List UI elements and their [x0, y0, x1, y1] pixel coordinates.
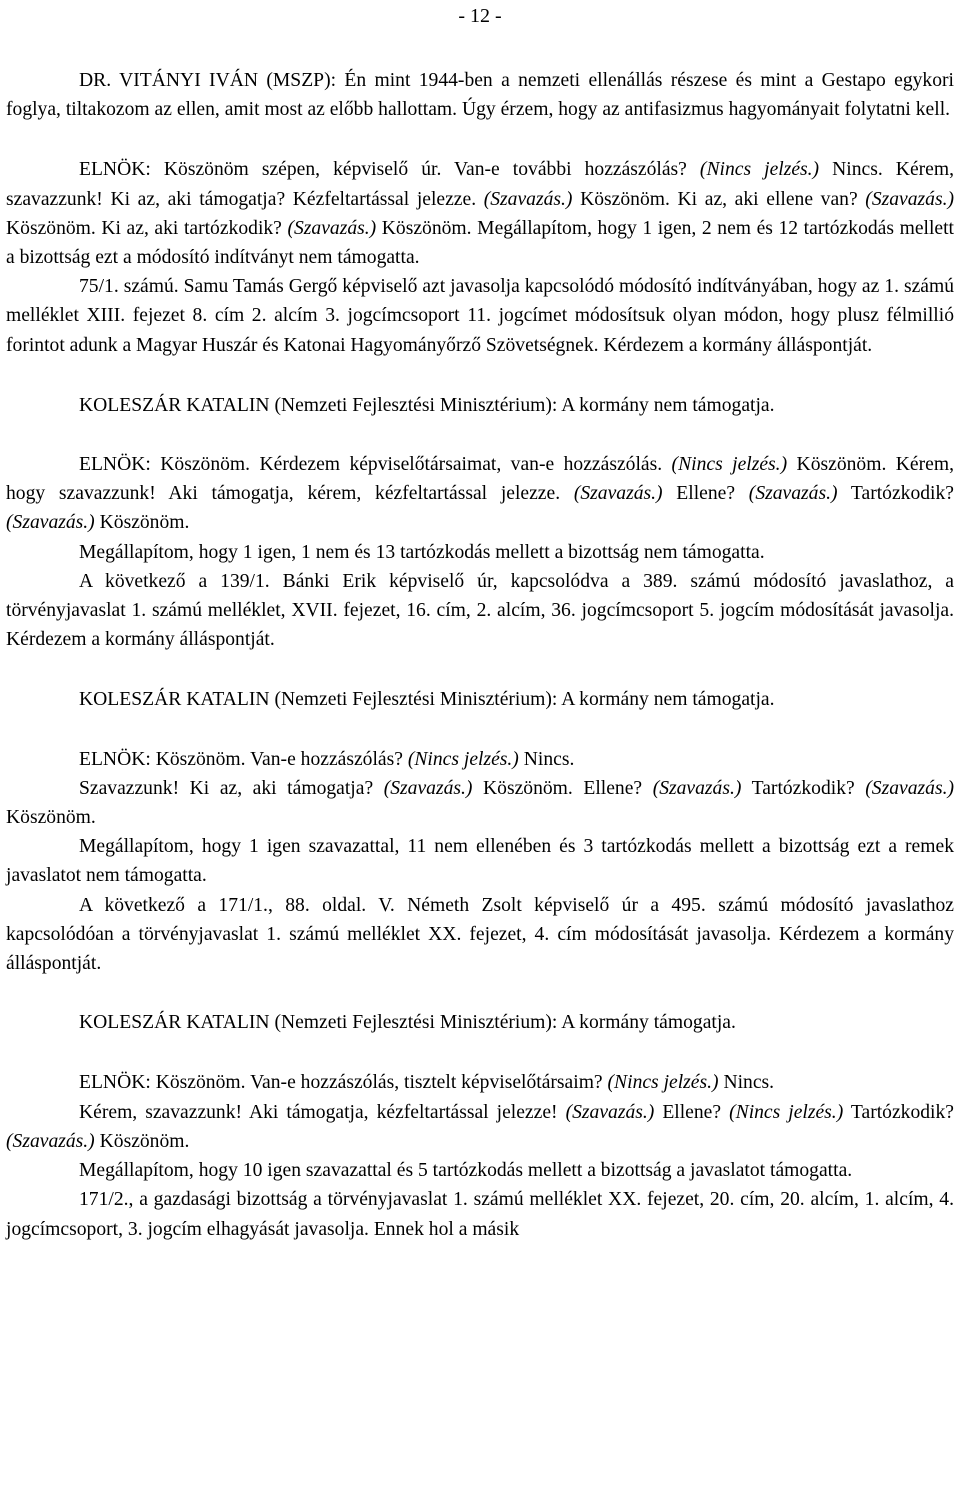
- procedural-note: (Szavazás.): [865, 777, 954, 799]
- text-run: Köszönöm. Megállapítom, hogy 1 igen, 2 nem és 12 tartózkodás mellett a bizottság ezt a módosító indítványt nem támogatta.: [6, 217, 954, 269]
- text-run: 75/1. számú. Samu Tamás Gergő képviselő azt javasolja kapcsolódó módosító indítványában, hogy az 1. számú melléklet XIII. fejezet 8. cím 2. alcím 3. jogcímcsoport 11. jogcímet módosítsuk olyan módon, hogy plusz félmillió forintot adunk a Magyar Huszár és Katonai Hagyományőrző Szövetségnek. Kérdezem a kormány álláspontját.: [6, 276, 954, 356]
- text-run: Köszönöm.: [94, 512, 190, 534]
- document-body: [6, 66, 954, 1244]
- page-number: - 12 -: [458, 5, 502, 27]
- text-run: ELNÖK: Köszönöm szépen, képviselő úr. Van-e további hozzászólás?: [79, 159, 700, 181]
- paragraph: [6, 1068, 954, 1097]
- procedural-note: (Szavazás.): [565, 1101, 655, 1123]
- text-run: DR. VITÁNYI IVÁN (MSZP): Én mint 1944-ben a nemzeti ellenállás részese és mint a Gestapo egykori foglya, tiltakozom az ellen, amit most az előbb hallottam. Úgy érzem, hogy az antifasizmus hagyományait folytatni kell.: [6, 70, 954, 121]
- procedural-note: (Szavazás.): [652, 777, 742, 799]
- text-run: KOLESZÁR KATALIN (Nemzeti Fejlesztési Minisztérium): A kormány nem támogatja.: [79, 394, 775, 416]
- text-run: Tartózkodik?: [837, 483, 954, 505]
- procedural-note: (Nincs jelzés.): [699, 159, 820, 181]
- paragraph: [6, 1098, 954, 1156]
- text-run: Nincs. Kérem, szavazzunk! Ki az, aki támogatja? Kézfeltartással jelezze.: [6, 159, 955, 210]
- paragraph: [6, 685, 954, 714]
- text-run: Ellene?: [654, 1101, 730, 1123]
- paragraph: [6, 774, 954, 832]
- text-run: 171/2., a gazdasági bizottság a törvényjavaslat 1. számú melléklet XX. fejezet, 20. cím, 20. alcím, 1. alcím, 4. jogcímcsoport, 3. jogcím elhagyását javasolja. Ennek hol a másik: [6, 1189, 954, 1240]
- text-run: Köszönöm. Kérem, hogy szavazzunk! Aki támogatja, kérem, kézfeltartással jelezze.: [6, 454, 954, 505]
- paragraph: [6, 391, 954, 420]
- text-run: Megállapítom, hogy 1 igen, 1 nem és 13 tartózkodás mellett a bizottság nem támogatta.: [79, 541, 765, 563]
- paragraph: [6, 745, 954, 774]
- procedural-note: (Szavazás.): [6, 1130, 95, 1152]
- text-run: Köszönöm.: [94, 1130, 190, 1152]
- text-run: KOLESZÁR KATALIN (Nemzeti Fejlesztési Minisztérium): A kormány nem támogatja.: [79, 689, 775, 711]
- procedural-note: (Nincs jelzés.): [671, 454, 788, 476]
- text-run: Megállapítom, hogy 10 igen szavazattal és 5 tartózkodás mellett a bizottság a javaslatot támogatta.: [79, 1160, 853, 1182]
- text-run: Köszönöm. Ki az, aki tartózkodik?: [6, 217, 288, 239]
- procedural-note: (Nincs jelzés.): [607, 1072, 719, 1094]
- procedural-note: (Szavazás.): [483, 188, 573, 210]
- paragraph: [6, 832, 954, 890]
- text-run: Tartózkodik?: [741, 777, 866, 799]
- text-run: ELNÖK: Köszönöm. Van-e hozzászólás, tisztelt képviselőtársaim?: [79, 1072, 608, 1094]
- paragraph: [6, 567, 954, 655]
- text-run: KOLESZÁR KATALIN (Nemzeti Fejlesztési Minisztérium): A kormány támogatja.: [79, 1012, 736, 1034]
- paragraph: [6, 272, 954, 360]
- procedural-note: (Szavazás.): [383, 777, 473, 799]
- paragraph: [6, 155, 954, 272]
- procedural-note: (Szavazás.): [865, 188, 955, 210]
- paragraph: [6, 450, 954, 538]
- text-run: Kérem, szavazzunk! Aki támogatja, kézfeltartással jelezze!: [79, 1101, 566, 1123]
- procedural-note: (Nincs jelzés.): [729, 1101, 844, 1123]
- procedural-note: (Szavazás.): [573, 483, 663, 505]
- text-run: Köszönöm.: [6, 807, 96, 829]
- procedural-note: (Szavazás.): [748, 483, 838, 505]
- text-run: Szavazzunk! Ki az, aki támogatja?: [79, 777, 384, 799]
- paragraph: [6, 66, 954, 124]
- text-run: Nincs.: [718, 1072, 775, 1094]
- paragraph: [6, 538, 954, 567]
- text-run: A következő a 171/1., 88. oldal. V. Németh Zsolt képviselő úr a 495. számú módosító javaslathoz kapcsolódóan a törvényjavaslat 1. számú melléklet XX. fejezet, 4. cím módosítását javasolja. Kérdezem a kormány álláspontját.: [6, 894, 954, 975]
- paragraph: [6, 1185, 954, 1243]
- procedural-note: (Nincs jelzés.): [407, 748, 519, 770]
- paragraph: [6, 1008, 954, 1037]
- procedural-note: (Szavazás.): [287, 217, 377, 239]
- text-run: ELNÖK: Köszönöm. Kérdezem képviselőtársaimat, van-e hozzászólás.: [79, 454, 672, 476]
- procedural-note: (Szavazás.): [6, 512, 95, 534]
- text-run: Nincs.: [518, 748, 575, 770]
- text-run: A következő a 139/1. Bánki Erik képviselő úr, kapcsolódva a 389. számú módosító javaslathoz, a törvényjavaslat 1. számú melléklet, XVII. fejezet, 16. cím, 2. alcím, 36. jogcímcsoport 5. jogcím módosítását javasolja. Kérdezem a kormány álláspontját.: [6, 570, 954, 651]
- text-run: Köszönöm. Ki az, aki ellene van?: [572, 188, 866, 210]
- text-run: ELNÖK: Köszönöm. Van-e hozzászólás?: [79, 748, 408, 770]
- text-run: Megállapítom, hogy 1 igen szavazattal, 11 nem ellenében és 3 tartózkodás mellett a bizottság ezt a remek javaslatot nem támogatta.: [6, 836, 954, 887]
- text-run: Tartózkodik?: [843, 1101, 954, 1123]
- paragraph: [6, 891, 954, 979]
- text-run: Ellene?: [662, 483, 749, 505]
- text-run: Köszönöm. Ellene?: [472, 777, 653, 799]
- paragraph: [6, 1156, 954, 1185]
